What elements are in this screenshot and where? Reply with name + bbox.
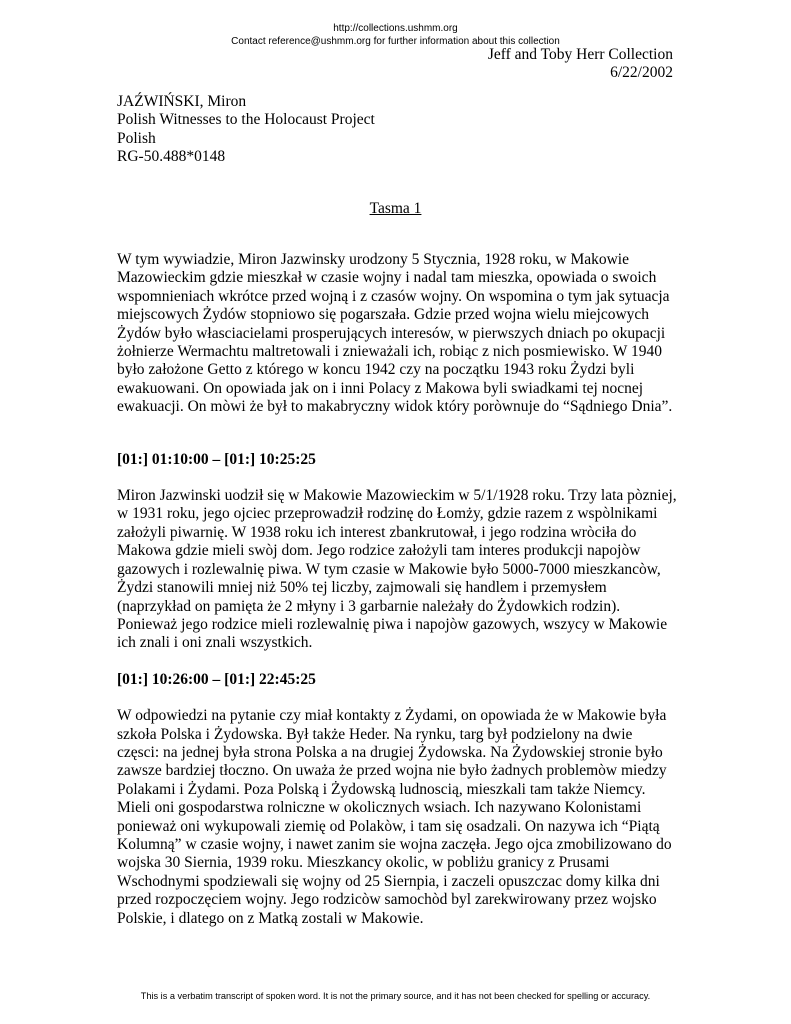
archive-url[interactable]: http://collections.ushmm.org (333, 23, 458, 34)
archive-contact-note: Contact reference@ushmm.org for further information about this collection (231, 36, 560, 47)
project-name: Polish Witnesses to the Holocaust Project (117, 111, 375, 129)
tape-title: Tasma 1 (369, 200, 422, 217)
collection-date: 6/22/2002 (610, 64, 673, 81)
disclaimer-footer: This is a verbatim transcript of spoken word. It is not the primary source, and it has not been checked for spelling or accuracy. (140, 991, 651, 1001)
segment-heading: [01:] 10:26:00 – [01:] 22:45:25 (117, 670, 316, 688)
interview-metadata (117, 93, 677, 167)
summary-paragraph: W tym wywiadzie, Miron Jazwinsky urodzony 5 Stycznia, 1928 roku, w Makowie Mazowieckim gdzie mieszkał w czasie wojny i nadal tam mieszka, opowiada o swoich wspomnieniach wkrótce przed wojną i z czasów wojny. On wspomina o tym jak sytuacja miejscowych Żydów stopniowo się pogarszała. Gdzie przed wojna wielu miejcowych Żydów było własciacielami prosperujących interesów, w pierwszych dniach po okupacji żołnierze Wermachtu maltretowali i znieważali ich, robiąc z nich posmiewisko. W 1940 było założone Getto z którego w koncu 1942 czy na początku 1943 roku Żydzi byli ewakuowani. On opowiada jak on i inni Polacy z Makowa byli swiadkami tej nocnej ewakuacji. On mòwi że był to makabryczny widok który poròwnuje do “Sądniego Dnia”. (117, 251, 673, 416)
archive-header (0, 22, 791, 48)
interviewee-name: JAŹWIŃSKI, Miron (117, 93, 247, 110)
segment-heading: [01:] 01:10:00 – [01:] 10:25:25 (117, 450, 316, 468)
segment-text: Miron Jazwinski uodził się w Makowie Mazowieckim w 5/1/1928 roku. Trzy lata pòzniej, w 1931 roku, jego ojciec przeprowadził rodzinę do Łomży, gdzie razem z wspòlnikami założyli piwarnię. W 1938 roku ich interest zbankrutował, i jego rodzina wròciła do Makowa gdzie mieli swòj dom. Jego rodzice założyli tam interes produkcji napojòw gazowych i rozlewalnię piwa. W tym czasie w Makowie było 5000-7000 mieszkancòw, Żydzi stanowili mniej niż 50% tej liczby, zajmowali się handlem i przemysłem (naprzykład on pamięta że 2 młyny i 3 garbarnie należały do Żydowkich rodzin). Ponieważ jego rodzice mieli rozlewalnię piwa i napojòw gazowych, wszycy w Makowie ich znali i oni znali wszystkich. (117, 487, 677, 652)
record-group-id: RG-50.488*0148 (117, 148, 226, 166)
collection-info (488, 46, 673, 82)
collection-name: Jeff and Toby Herr Collection (487, 46, 673, 63)
segment-text: W odpowiedzi na pytanie czy miał kontakty z Żydami, on opowiada że w Makowie była szkoła Polska i Żydowska. Był także Heder. Na rynku, targ był podzielony na dwie częsci: na jednej była strona Polska a na drugiej Żydowska. Na Żydowskiej stronie było zawsze bardziej tłoczno. On uważa że przed wojna nie było żadnych problemòw miedzy Polakami i Żydami. Poza Polską i Żydowską ludnoscią, mieszkali tam także Niemcy. Mieli oni gospodarstwa rolniczne w okolicznych wsiach. Ich nazywano Kolonistami ponieważ oni wykupowali ziemię od Polakòw, i tam się osadzali. On nazywa ich “Piątą Kolumną” w czasie wojny, i nawet zanim sie wojna zaczęła. Jego ojca zmobilizowano do wojska 30 Siernia, 1939 roku. Mieszkancy okolic, w pobliżu granicy z Prusami Wschodnymi spodziewali się wojny od 25 Siernpia, i zaczeli opuszczac domy kilka dni przed rozpoczęciem wojny. Jego rodzicòw samochòd byl zarekwirowany przez wojsko Polskie, i dlatego on z Matką zostali w Makowie. (117, 707, 672, 927)
transcript-body (117, 251, 677, 928)
interview-language: Polish (117, 129, 156, 147)
